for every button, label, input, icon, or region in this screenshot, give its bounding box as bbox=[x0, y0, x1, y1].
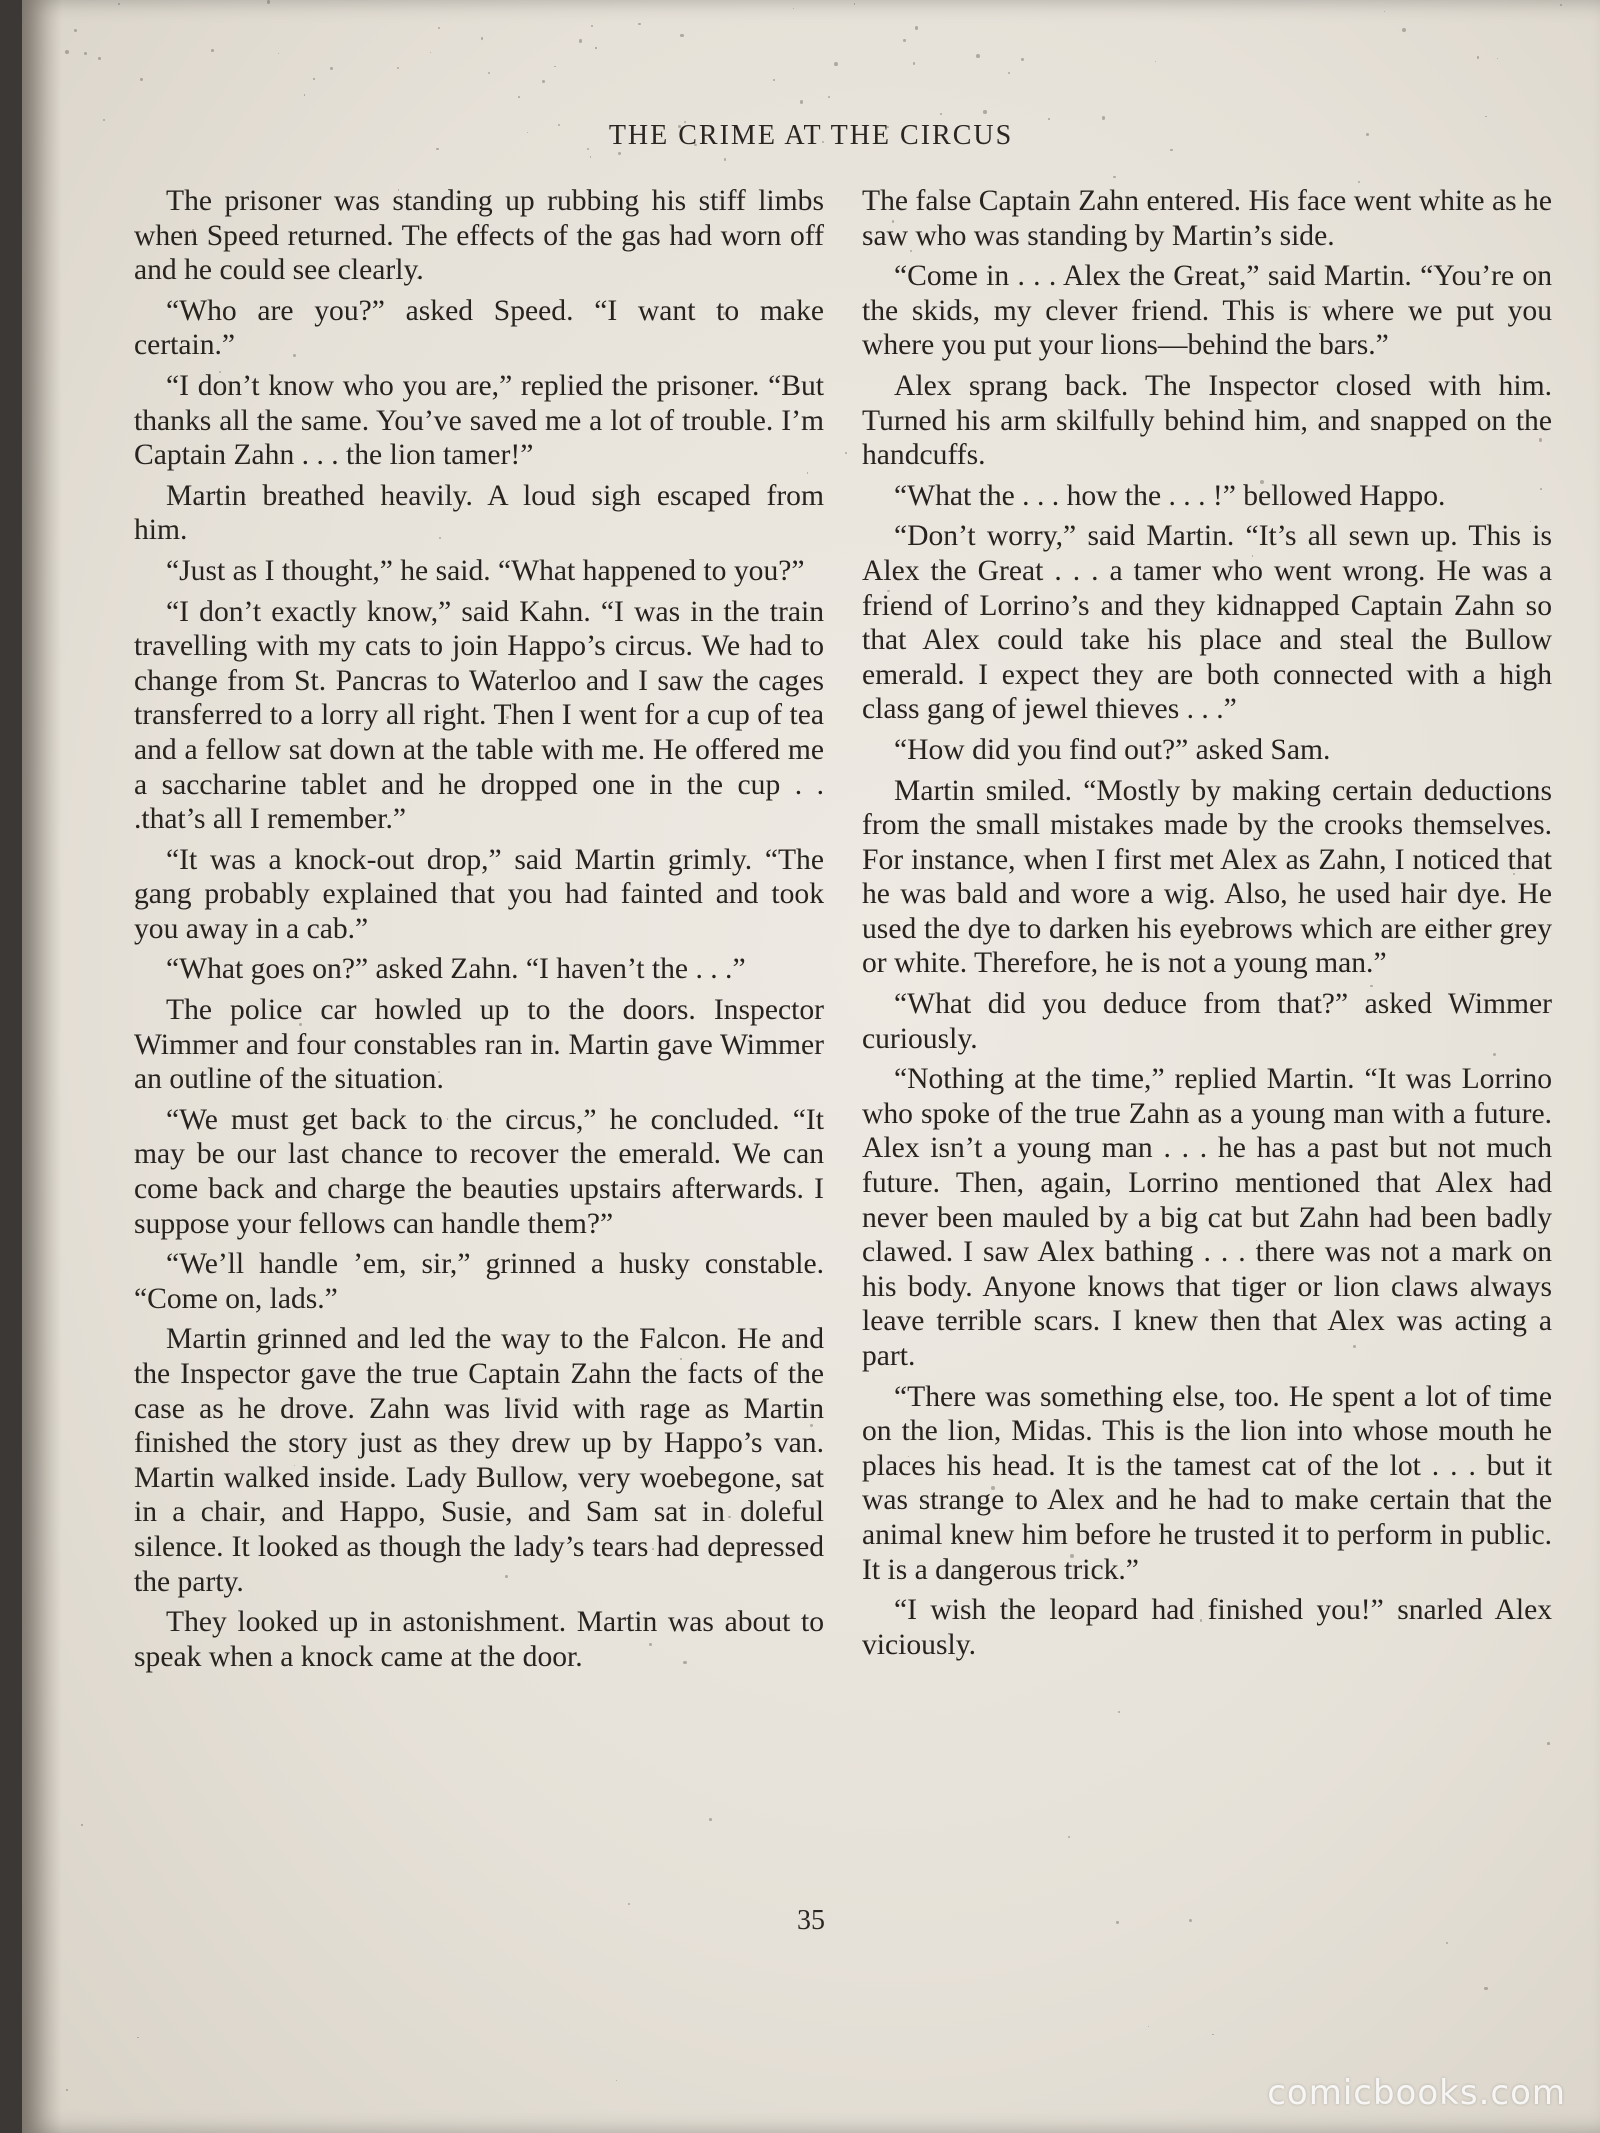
paper-speck bbox=[1118, 1711, 1120, 1713]
paragraph: “I don’t exactly know,” said Kahn. “I was in the train travelling with my cats to join Happo’s circus. We had to change from St. Pancras to Waterloo and I saw the cages transferred to a lorry all right. Then I went for a cup of tea and a fellow sat down at the table with me. He offered me a saccharine tablet and he dropped one in the cup . . .that’s all I remember.” bbox=[134, 595, 824, 836]
paper-speck bbox=[1485, 116, 1487, 118]
paper-speck bbox=[595, 47, 596, 48]
paper-speck bbox=[800, 100, 803, 103]
paper-speck bbox=[1021, 58, 1024, 61]
paper-speck bbox=[915, 26, 919, 30]
paragraph: Martin grinned and led the way to the Falcon. He and the Inspector gave the true Captain Zahn the facts of the case as he drove. Zahn was livid with rage as Martin finished the story just as they drew up by Happo’s van. Martin walked inside. Lady Bullow, very woebegone, sat in a chair, and Happo, Susie, and Sam sat in doleful silence. It looked as though the lady’s tears had depressed the party. bbox=[134, 1323, 824, 1598]
paper-speck bbox=[481, 37, 484, 40]
paper-speck bbox=[940, 113, 942, 115]
paper-speck bbox=[1148, 2026, 1149, 2027]
paper-speck bbox=[65, 50, 69, 54]
left-column bbox=[134, 184, 824, 1680]
paper-speck bbox=[854, 3, 856, 5]
paragraph: “How did you find out?” asked Sam. bbox=[894, 733, 1331, 766]
paragraph: “What did you deduce from that?” asked Wimmer curiously. bbox=[862, 988, 1552, 1055]
paragraph: They looked up in astonishment. Martin was about to speak when a knock came at the door. bbox=[134, 1606, 824, 1673]
paper-speck bbox=[211, 49, 214, 52]
paper-speck bbox=[579, 39, 583, 43]
paper-speck bbox=[709, 1818, 712, 1821]
paper-speck bbox=[1477, 56, 1480, 59]
paper-speck bbox=[680, 34, 683, 37]
paper-speck bbox=[1008, 72, 1010, 74]
paragraph: Alex sprang back. The Inspector closed with him. Turned his arm skilfully behind him, and snapped on the handcuffs. bbox=[862, 369, 1552, 472]
paper-speck bbox=[590, 156, 591, 157]
paper-speck bbox=[74, 29, 77, 32]
paper-speck bbox=[1384, 11, 1385, 12]
paragraph: “I don’t know who you are,” replied the prisoner. “But thanks all the same. You’ve saved me a lot of trouble. I’m Captain Zahn . . . the lion tamer!” bbox=[134, 369, 824, 472]
paper-speck bbox=[618, 152, 621, 155]
paper-speck bbox=[430, 52, 431, 53]
paragraph: “Who are you?” asked Speed. “I want to make certain.” bbox=[134, 294, 824, 362]
paragraph: Martin breathed heavily. A loud sigh escaped from him. bbox=[134, 479, 824, 547]
paper-speck bbox=[845, 452, 847, 454]
paper-speck bbox=[591, 25, 593, 27]
paper-speck bbox=[1113, 176, 1115, 178]
paragraph: “What goes on?” asked Zahn. “I haven’t the . . .” bbox=[166, 953, 746, 986]
paper-speck bbox=[81, 1824, 82, 1825]
paper-speck bbox=[313, 78, 314, 79]
paper-speck bbox=[1547, 1742, 1550, 1745]
paper-speck bbox=[1212, 2034, 1214, 2036]
paper-speck bbox=[98, 57, 101, 60]
paper-speck bbox=[542, 80, 545, 83]
paper-speck bbox=[828, 96, 830, 98]
paragraph: The prisoner was standing up rubbing his stiff limbs when Speed returned. The effects of the gas had worn off and he could see clearly. bbox=[134, 185, 824, 287]
paper-speck bbox=[1402, 28, 1406, 32]
paper-speck bbox=[913, 62, 916, 65]
paper-speck bbox=[1484, 1987, 1488, 1991]
paper-speck bbox=[137, 2037, 139, 2039]
paragraph: “What the . . . how the . . . !” bellowed Happo. bbox=[894, 479, 1446, 512]
paper-speck bbox=[793, 8, 794, 9]
paper-speck bbox=[397, 67, 399, 69]
paragraph: “There was something else, too. He spent a lot of time on the lion, Midas. This is the lion into whose mouth he places his head. It is the tamest cat of the lot . . . but it was strange to Alex and he had to make certain that the animal knew him before he trusted it to perform in public. It is a dangerous trick.” bbox=[862, 1380, 1552, 1586]
paragraph-continuation: The false Captain Zahn entered. His face went white as he saw who was standing by Martin’s side. bbox=[862, 185, 1552, 252]
paper-speck bbox=[903, 39, 905, 41]
site-watermark: comicbooks.com bbox=[1267, 2073, 1566, 2113]
right-column bbox=[862, 184, 1552, 1668]
paper-speck bbox=[1560, 4, 1562, 6]
paper-speck bbox=[1497, 58, 1499, 60]
paper-speck bbox=[118, 3, 120, 5]
paper-speck bbox=[554, 66, 555, 67]
paragraph: “Don’t worry,” said Martin. “It’s all sewn up. This is Alex the Great . . . a tamer who went wrong. He was a friend of Lorrino’s and they kidnapped Captain Zahn so that Alex could take his place and steal the Bullow emerald. I expect they are both connected with a high class gang of jewel thieves . . .” bbox=[862, 520, 1552, 726]
book-page bbox=[22, 0, 1600, 2133]
paper-speck bbox=[84, 52, 87, 55]
paper-speck bbox=[304, 94, 305, 95]
paragraph: “Just as I thought,” he said. “What happened to you?” bbox=[166, 554, 805, 587]
paper-speck bbox=[983, 110, 986, 113]
page-number: 35 bbox=[797, 1905, 825, 1936]
paper-speck bbox=[1446, 1942, 1448, 1944]
paper-speck bbox=[724, 158, 727, 161]
paper-speck bbox=[638, 23, 641, 26]
paper-speck bbox=[438, 27, 440, 29]
paper-speck bbox=[616, 2080, 617, 2081]
paragraph: “It was a knock-out drop,” said Martin grimly. “The gang probably explained that you had fainted and took you away in a cab.” bbox=[134, 843, 824, 945]
paper-speck bbox=[1358, 181, 1360, 183]
paper-speck bbox=[518, 96, 520, 98]
running-head: THE CRIME AT THE CIRCUS bbox=[608, 120, 1014, 151]
paper-speck bbox=[1068, 1836, 1070, 1838]
paper-speck bbox=[66, 2089, 68, 2091]
paper-speck bbox=[330, 67, 333, 70]
paper-speck bbox=[278, 53, 279, 54]
paragraph: “Come in . . . Alex the Great,” said Martin. “You’re on the skids, my clever friend. This is where we put you where you put your lions—behind the bars.” bbox=[862, 260, 1552, 362]
paragraph: “We must get back to the circus,” he concluded. “It may be our last chance to recover the emerald. We can come back and charge the beauties upstairs afterwards. I suppose your fellows can handle them?” bbox=[134, 1103, 824, 1240]
paper-speck bbox=[1155, 61, 1156, 62]
gutter-shadow bbox=[22, 0, 62, 2133]
paragraph: The police car howled up to the doors. Inspector Wimmer and four constables ran in. Martin gave Wimmer an outline of the situation. bbox=[134, 994, 824, 1096]
paper-speck bbox=[773, 79, 775, 81]
paper-speck bbox=[834, 62, 838, 66]
paragraph: “We’ll handle ’em, sir,” grinned a husky constable. “Come on, lads.” bbox=[134, 1248, 824, 1315]
paper-speck bbox=[267, 0, 270, 3]
paragraph: Martin smiled. “Mostly by making certain deductions from the small mistakes made by the crooks themselves. For instance, when I first met Alex as Zahn, I noticed that he was bald and wore a wig. Also, he used hair dye. He used the dye to darken his eyebrows which are either grey or white. Therefore, he is not a young man.” bbox=[862, 774, 1552, 980]
paper-speck bbox=[976, 54, 980, 58]
paper-speck bbox=[140, 78, 142, 80]
paper-speck bbox=[488, 72, 490, 74]
paragraph: “I wish the leopard had finished you!” snarled Alex viciously. bbox=[862, 1594, 1552, 1661]
paragraph: “Nothing at the time,” replied Martin. “It was Lorrino who spoke of the true Zahn as a young man with a future. Alex isn’t a young man . . . he has a past but not much future. Then, again, Lorrino mentioned that Alex had never been mauled by a big cat but Zahn had been badly clawed. I saw Alex bathing . . . there was not a mark on his body. Anyone knows that tiger or lion claws always leave terrible scars. I knew then that Alex was acting a part. bbox=[862, 1063, 1552, 1372]
